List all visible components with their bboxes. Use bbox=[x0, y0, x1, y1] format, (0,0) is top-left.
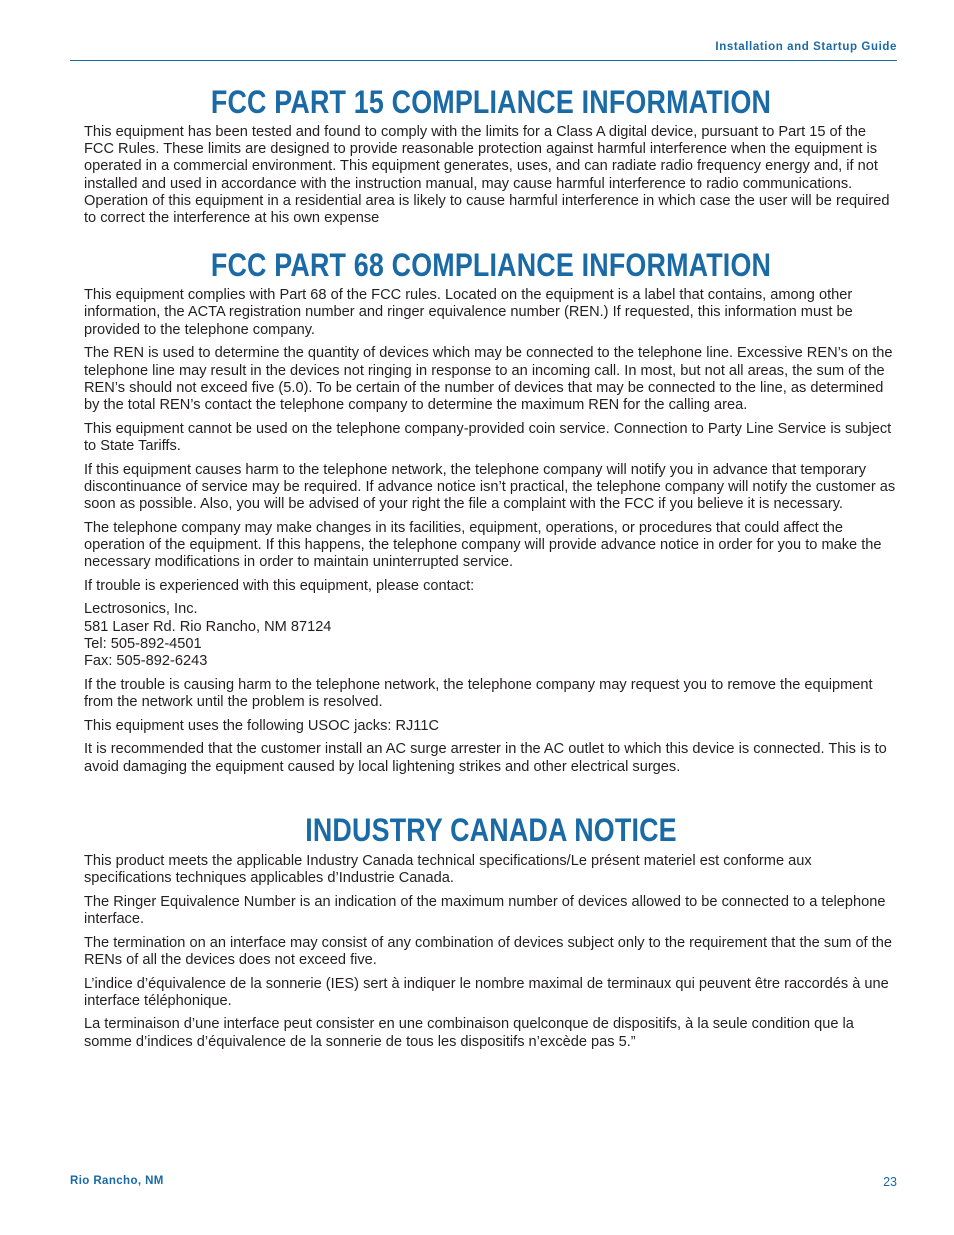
page-content bbox=[84, 78, 898, 1057]
paragraph: The Ringer Equivalence Number is an indication of the maximum number of devices allowed to be connected to a telephone interface. bbox=[84, 893, 886, 927]
running-footer bbox=[70, 1175, 897, 1191]
paragraph: This equipment has been tested and found to comply with the limits for a Class A digital device, pursuant to Part 15 of the FCC Rules. These limits are designed to provide reasonable protection against harmful interference when the equipment is operated in a commercial environment. This equipment generates, uses, and can radiate radio frequency energy and, if not installed and used in accordance with the instruction manual, may cause harmful interference to radio communications. Operation of this equipment in a residential area is likely to cause harmful interference in which case the user will be required to correct the interference at his own expense bbox=[84, 124, 890, 227]
paragraph: This equipment complies with Part 68 of the FCC rules. Located on the equipment is a label that contains, among other information, the ACTA registration number and ringer equivalence number (REN.) If requested, this information must be provided to the telephone company. bbox=[84, 287, 853, 338]
section-fcc-part-15 bbox=[84, 82, 898, 227]
paragraph: It is recommended that the customer install an AC surge arrester in the AC outlet to which this device is connected. This is to avoid damaging the equipment caused by local lightening strikes and other electrical surges. bbox=[84, 741, 887, 775]
paragraph: The REN is used to determine the quantity of devices which may be connected to the telephone line. Excessive REN’s on the telephone line may result in the devices not ringing in response to an incoming call. In most, but not all areas, the sum of the REN’s should not exceed five (5.0). To be certain of the number of devices that may be connected to the line, as determined by the total REN’s contact the telephone company to determine the maximum REN for the calling area. bbox=[84, 345, 893, 413]
paragraph: This product meets the applicable Industry Canada technical specifications/Le présent materiel est conforme aux specifications techniques applicables d’Industrie Canada. bbox=[84, 852, 812, 886]
paragraph: This equipment cannot be used on the telephone company-provided coin service. Connection to Party Line Service is subject to State Tariffs. bbox=[84, 420, 892, 454]
page-number: 23 bbox=[883, 1175, 897, 1189]
section-heading: FCC PART 68 COMPLIANCE INFORMATION bbox=[210, 247, 772, 284]
paragraph: La terminaison d’une interface peut consister en une combinaison quelconque de dispositifs, à la seule condition que la somme d’indices d’équivalence de la sonnerie de tous les dispositifs n’excède pas 5.” bbox=[84, 1016, 854, 1050]
paragraph: The termination on an interface may consist of any combination of devices subject only to the requirement that the sum of the RENs of all the devices does not exceed five. bbox=[84, 934, 892, 968]
paragraph: If this equipment causes harm to the telephone network, the telephone company will notify you in advance that temporary discontinuance of service may be required. If advance notice isn’t practical, the telephone company will notify the customer as soon as possible. Also, you will be advised of your right the file a complaint with the FCC if you believe it is necessary. bbox=[84, 461, 896, 512]
contact-address bbox=[84, 601, 898, 670]
section-industry-canada bbox=[84, 810, 898, 1051]
contact-tel: Tel: 505-892-4501 bbox=[84, 635, 202, 652]
paragraph: If the trouble is causing harm to the telephone network, the telephone company may request you to remove the equipment from the network until the problem is resolved. bbox=[84, 676, 873, 710]
contact-street: 581 Laser Rd. Rio Rancho, NM 87124 bbox=[84, 618, 332, 635]
paragraph: The telephone company may make changes in its facilities, equipment, operations, or procedures that could affect the operation of the equipment. If this happens, the telephone company will provide advance notice in order for you to make the necessary modifications in order to maintain uninterrupted service. bbox=[84, 519, 882, 571]
paragraph: L’indice d’équivalence de la sonnerie (IES) sert à indiquer le nombre maximal de terminaux qui peuvent être raccordés à une interface téléphonique. bbox=[84, 975, 889, 1009]
running-header bbox=[70, 40, 897, 61]
footer-location: Rio Rancho, NM bbox=[70, 1175, 164, 1187]
paragraph: If trouble is experienced with this equipment, please contact: bbox=[84, 577, 475, 594]
section-heading: INDUSTRY CANADA NOTICE bbox=[305, 811, 677, 848]
contact-company: Lectrosonics, Inc. bbox=[84, 601, 198, 618]
paragraph: This equipment uses the following USOC jacks: RJ11C bbox=[84, 717, 439, 734]
section-fcc-part-68 bbox=[84, 245, 898, 776]
contact-fax: Fax: 505-892-6243 bbox=[84, 653, 208, 670]
section-heading: FCC PART 15 COMPLIANCE INFORMATION bbox=[210, 84, 772, 120]
guide-title: Installation and Startup Guide bbox=[715, 41, 897, 53]
